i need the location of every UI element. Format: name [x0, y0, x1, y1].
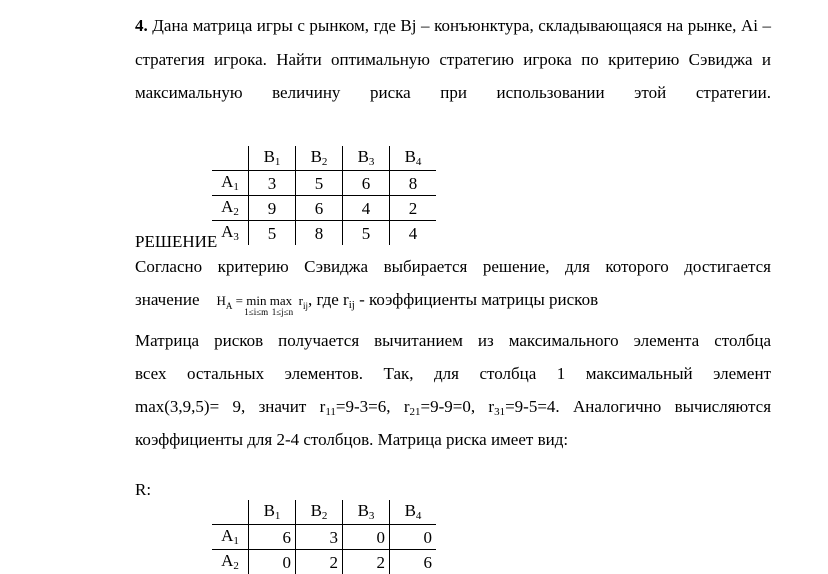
game-matrix-col-header: $B_3$: [343, 146, 390, 171]
risk-matrix-row-header: $A_2$: [212, 550, 249, 574]
risk-para-line-4: коэффициенты для 2-4 столбцов. Матрица риска имеет вид:: [135, 423, 771, 457]
risk-matrix-cell: 2: [296, 550, 343, 574]
game-matrix-cell: 5: [296, 171, 343, 196]
criterion-line: Согласно критерию Сэвиджа выбирается решение, для которого достигается: [135, 250, 771, 284]
game-matrix-cell: 4: [390, 221, 437, 246]
risk-matrix-col-header: $B_2$: [296, 500, 343, 525]
risk-para-line-3: max(3,9,5)= 9, значит $r_{11}=9-3=6$, $r_{21}=9-9=0$, $r_{31}=9-5=4$. Аналогично вычисляются: [135, 390, 771, 427]
game-matrix-cell: 6: [296, 196, 343, 221]
risk-matrix-col-header: $B_4$: [390, 500, 437, 525]
risk-matrix-row-header: $A_1$: [212, 525, 249, 550]
coef-text: - коэффициенты матрицы рисков: [355, 290, 598, 309]
risk-matrix-col-header: $B_3$: [343, 500, 390, 525]
game-matrix-col-header: $B_4$: [390, 146, 437, 171]
risk-matrix-cell: 0: [390, 525, 437, 550]
game-matrix-cell: 5: [249, 221, 296, 246]
value-word: значение: [135, 290, 200, 309]
game-matrix: [212, 146, 436, 245]
game-matrix-cell: 4: [343, 196, 390, 221]
risk-matrix-header-row: [212, 500, 436, 525]
game-matrix-row-header: $A_3$: [212, 221, 249, 246]
game-matrix-cell: 8: [390, 171, 437, 196]
game-matrix-row-header: $A_2$: [212, 196, 249, 221]
risk-matrix-corner: [212, 500, 249, 525]
risk-matrix-cell: 0: [249, 550, 296, 574]
risk-matrix-cell: 6: [390, 550, 437, 574]
game-matrix-cell: 6: [343, 171, 390, 196]
risk-para-line-2: всех остальных элементов. Так, для столбца 1 максимальный элемент: [135, 357, 771, 391]
game-matrix-header-row: [212, 146, 436, 171]
solution-heading: РЕШЕНИЕ: [135, 230, 217, 254]
game-matrix-cell: 9: [249, 196, 296, 221]
where-text: , где r: [308, 290, 349, 309]
game-matrix-row-header: $A_1$: [212, 171, 249, 196]
game-matrix-corner: [212, 146, 249, 171]
game-matrix-row: [212, 196, 436, 221]
problem-statement: [135, 9, 771, 110]
game-matrix-cell: 5: [343, 221, 390, 246]
risk-matrix-row: [212, 550, 436, 574]
game-matrix-row: [212, 221, 436, 246]
risk-matrix-cell: 2: [343, 550, 390, 574]
formula-line: значение $H_A = \min$ 1≤i≤m max 1≤j≤n $r_{ij}$, где $r_{ij}$ - коэффициенты матрицы рисков: [135, 283, 771, 320]
risk-matrix-row: [212, 525, 436, 550]
game-matrix-col-header: $B_2$: [296, 146, 343, 171]
game-matrix-cell: 2: [390, 196, 437, 221]
risk-matrix-cell: 6: [249, 525, 296, 550]
risk-matrix-label: R:: [135, 478, 151, 502]
game-matrix-col-header: $B_1$: [249, 146, 296, 171]
game-matrix-row: [212, 171, 436, 196]
problem-text: Дана матрица игры с рынком, где Bj – конъюнктура, складывающаяся на рынке, Ai – стратегия игрока. Найти оптимальную стратегию игрока по критерию Сэвиджа и максимальную величину риска при использовании этой стратегии.: [135, 16, 771, 102]
risk-matrix-col-header: $B_1$: [249, 500, 296, 525]
risk-matrix-cell: 3: [296, 525, 343, 550]
game-matrix-cell: 8: [296, 221, 343, 246]
game-matrix-cell: 3: [249, 171, 296, 196]
problem-number: 4.: [135, 16, 148, 35]
risk-para-line-1: Матрица рисков получается вычитанием из максимального элемента столбца: [135, 324, 771, 358]
savage-formula: $H_A = \min$ 1≤i≤m max 1≤j≤n $r_{ij}$: [217, 284, 308, 320]
risk-matrix-cell: 0: [343, 525, 390, 550]
